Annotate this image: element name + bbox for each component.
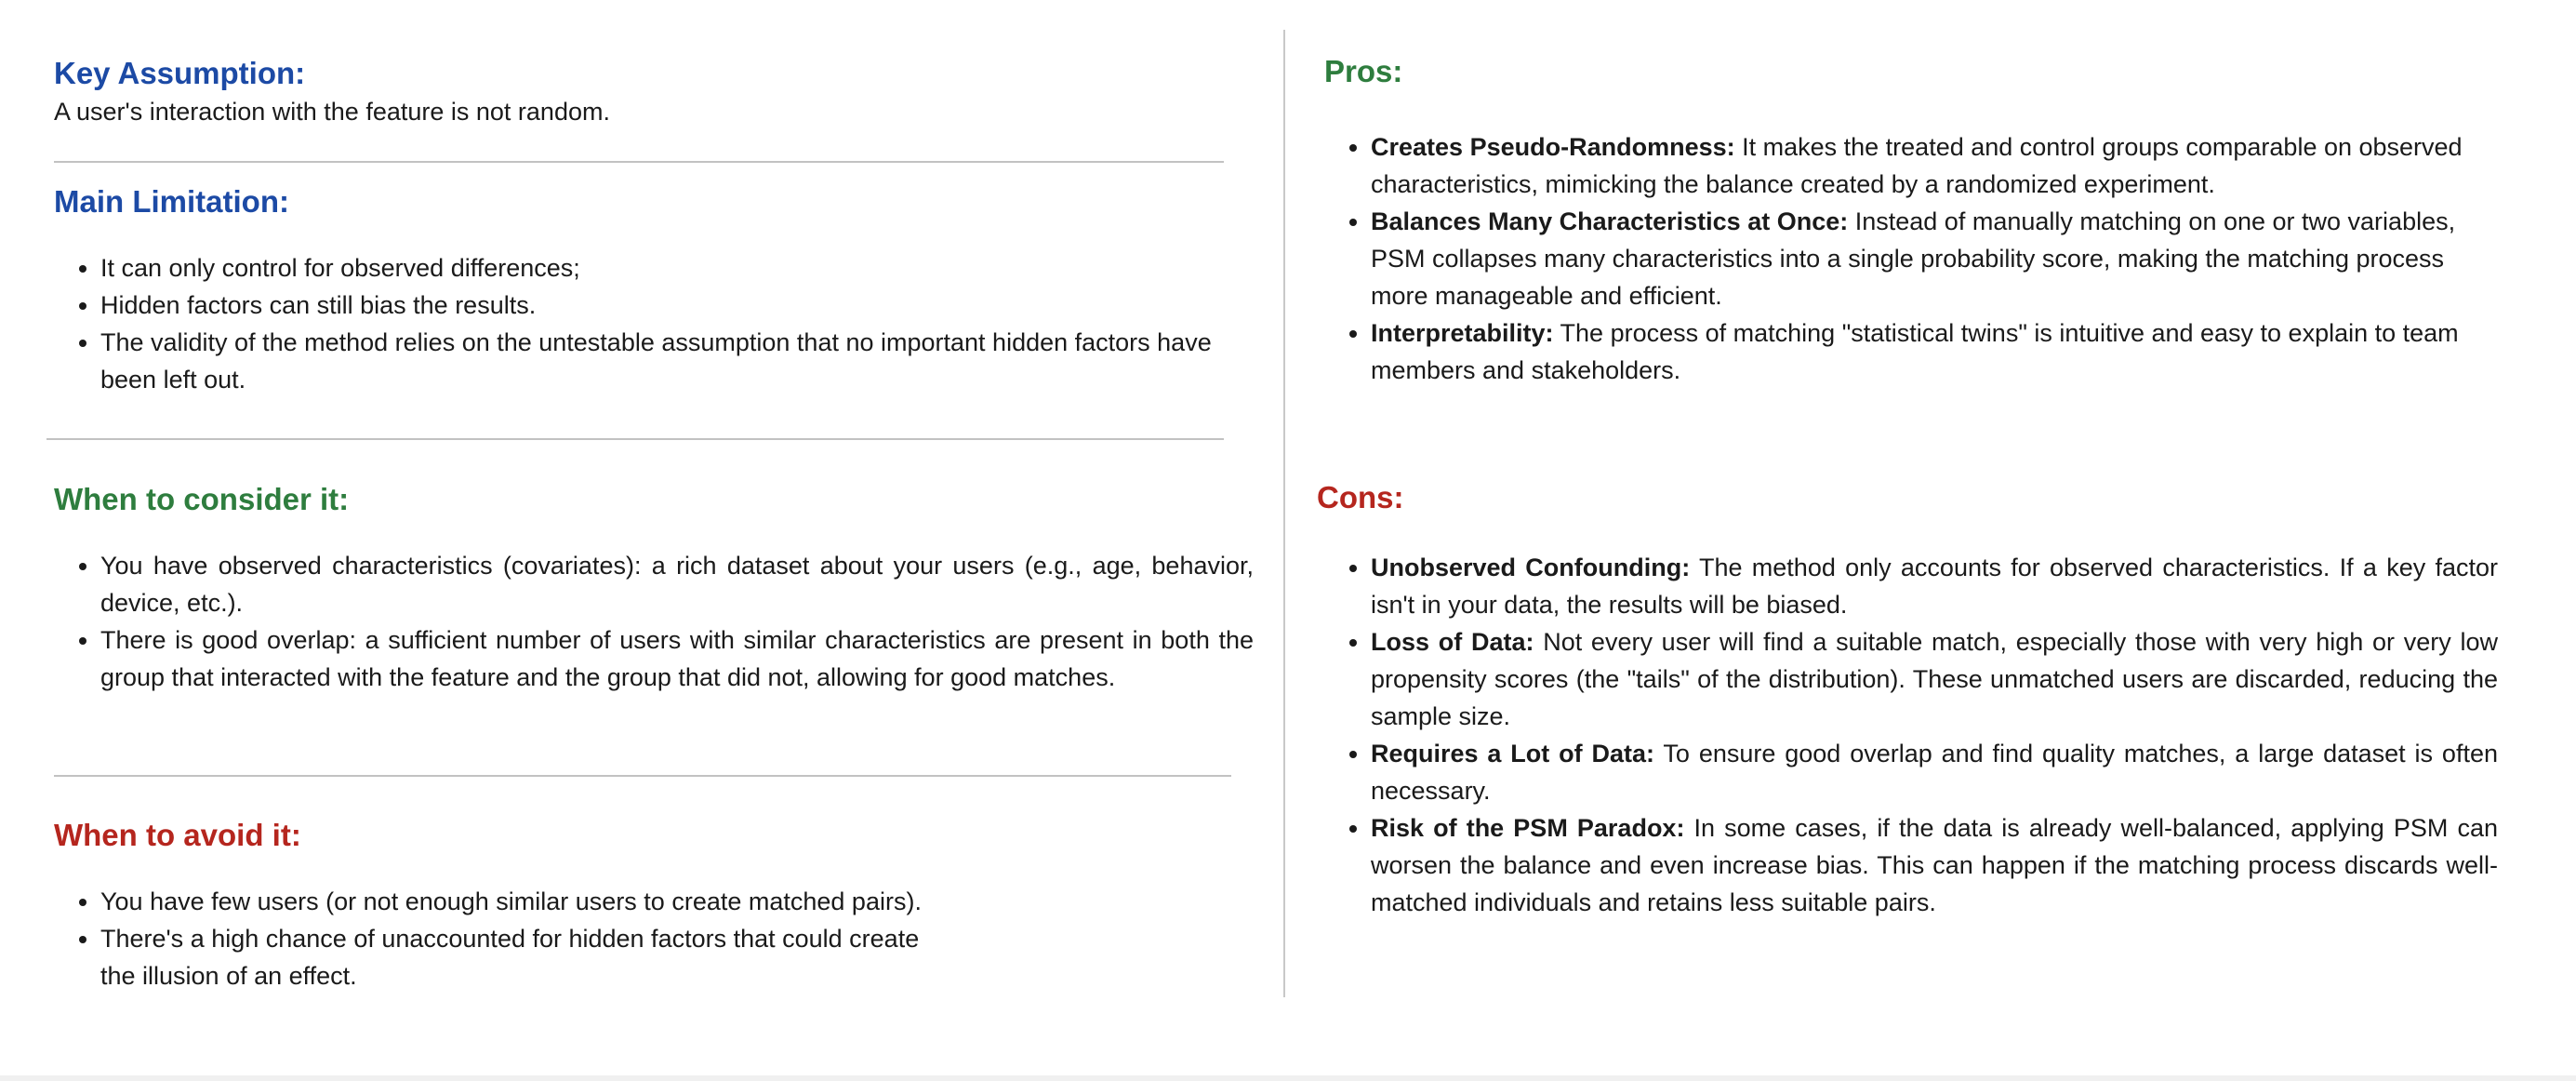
term: Unobserved Confounding: [1371,554,1691,581]
pros-section [1324,54,2498,389]
divider [46,438,1224,440]
list-item: • It can only control for observed differences; [100,249,1226,287]
term: Risk of the PSM Paradox: [1371,814,1685,842]
cons-heading: Cons: [1317,480,1404,514]
pros-list [1324,128,2498,389]
list-item: • Hidden factors can still bias the results. [100,287,1226,324]
pros-heading: Pros: [1324,54,1403,88]
term: Balances Many Characteristics at Once: [1371,207,1849,235]
column-divider [1283,30,1285,997]
key-assumption-text: A user's interaction with the feature is not random. [54,98,610,126]
list-item: • There is good overlap: a sufficient number of users with similar characteristics are present in both the group that interacted with the feature and the group that did not, allowing for good matches. [100,621,1254,696]
bottom-strip [0,1075,2576,1081]
key-assumption-section [54,56,1244,130]
when-to-avoid-list [54,883,947,994]
list-item [1371,128,2498,203]
list-item [1371,314,2498,389]
description: The method only accounts for observed characteristics. If a key factor isn't in your data, the results will be biased. [1371,554,2498,619]
description: It makes the treated and control groups comparable on observed characteristics, mimicking the balance created by a randomized experiment. [1371,133,2463,198]
list-item [1371,735,2498,809]
when-to-avoid-section [54,818,947,994]
main-limitation-list [54,249,1226,398]
description: Not every user will find a suitable match, especially those with very high or very low propensity scores (the "tails" of the distribution). These unmatched users are discarded, reducing the sample size. [1371,628,2498,730]
divider [54,775,1231,777]
list-item [1371,623,2498,735]
main-limitation-heading: Main Limitation: [54,184,289,219]
term: Loss of Data: [1371,628,1534,656]
cons-list [1317,549,2498,921]
list-item: • The validity of the method relies on the untestable assumption that no important hidden factors have been left out. [100,324,1226,398]
term: Requires a Lot of Data: [1371,740,1655,767]
cons-section [1317,480,2498,921]
main-limitation-section [54,184,1226,398]
list-item: • You have observed characteristics (covariates): a rich dataset about your users (e.g., age, behavior, device, etc.). [100,547,1254,621]
when-to-consider-heading: When to consider it: [54,482,350,516]
list-item: • There's a high chance of unaccounted for hidden factors that could create the illusion of an effect. [100,920,947,994]
term: Interpretability: [1371,319,1554,347]
key-assumption-heading: Key Assumption: [54,56,306,90]
description: The process of matching "statistical twins" is intuitive and easy to explain to team members and stakeholders. [1371,319,2459,384]
when-to-consider-section [54,482,1254,696]
description: To ensure good overlap and find quality matches, a large dataset is often necessary. [1371,740,2498,805]
term: Creates Pseudo-Randomness: [1371,133,1735,161]
list-item [1371,203,2498,314]
description: In some cases, if the data is already well-balanced, applying PSM can worsen the balance and even increase bias. This can happen if the matching process discards well-matched individuals and retains less suitable pairs. [1371,814,2499,916]
description: Instead of manually matching on one or two variables, PSM collapses many characteristics into a single probability score, making the matching process more manageable and efficient. [1371,207,2456,310]
divider [54,161,1224,163]
when-to-avoid-heading: When to avoid it: [54,818,301,852]
list-item: • You have few users (or not enough similar users to create matched pairs). [100,883,947,920]
list-item [1371,549,2498,623]
when-to-consider-list [54,547,1254,696]
list-item [1371,809,2498,921]
